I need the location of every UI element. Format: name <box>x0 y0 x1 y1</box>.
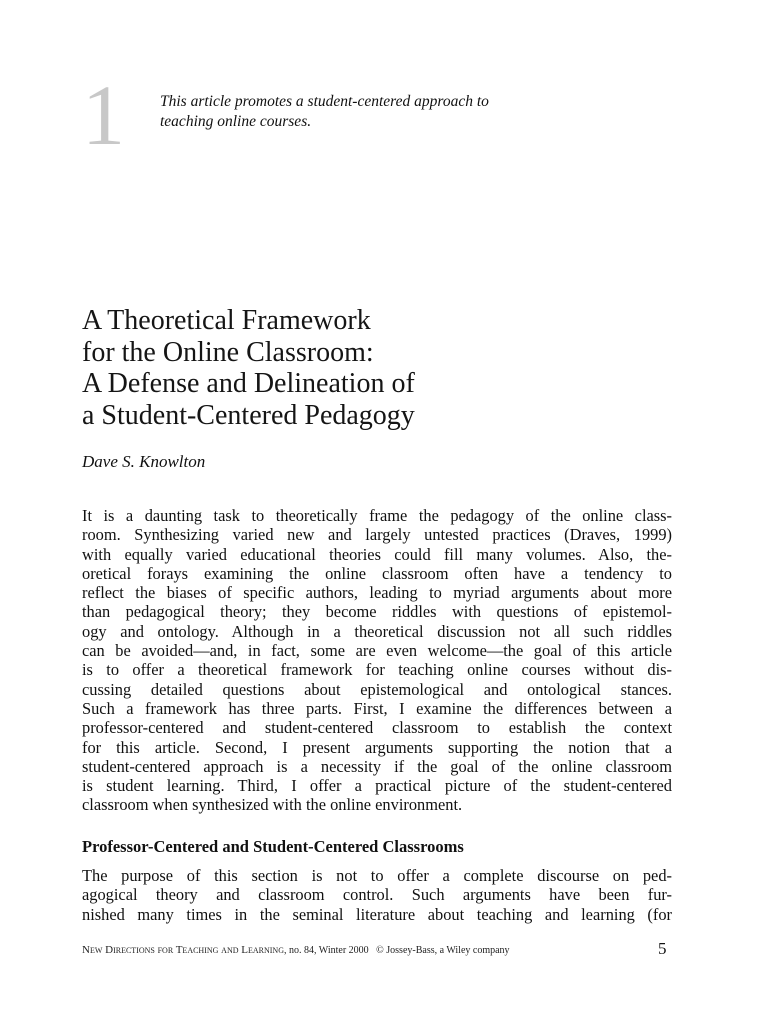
paragraph-line: than pedagogical theory; they become riddles with questions of epistemol- <box>82 602 672 622</box>
paragraph-line: is to offer a theoretical framework for teaching online courses without dis- <box>82 660 672 680</box>
paragraph-line: Such a framework has three parts. First, I examine the differences between a <box>82 698 672 718</box>
copyright-notice: © Jossey-Bass, a Wiley company <box>376 945 510 956</box>
paragraph-line: for this article. Second, I present arguments supporting the notion that a <box>82 737 672 757</box>
page-footer <box>82 943 672 958</box>
paragraph-line: professor-centered and student-centered classroom to establish the context <box>82 718 672 738</box>
abstract-line: This article promotes a student-centered approach to <box>160 93 489 110</box>
paragraph-line: agogical theory and classroom control. Such arguments have been fur- <box>82 885 672 905</box>
paragraph-line: ogy and ontology. Although in a theoretical discussion not all such riddles <box>82 621 672 641</box>
intro-paragraph <box>82 506 672 815</box>
section-heading: Professor-Centered and Student-Centered Classrooms <box>82 837 464 856</box>
title-line: for the Online Classroom: <box>82 336 374 368</box>
paragraph-line: with equally varied educational theories could fill many volumes. Also, the- <box>82 544 672 564</box>
title-line: A Defense and Delineation of <box>82 368 415 399</box>
paragraph-line: student-centered approach is a necessity if the goal of the online classroom <box>82 756 672 776</box>
page-number: 5 <box>658 939 667 958</box>
chapter-number: 1 <box>82 67 125 163</box>
title-line: A Theoretical Framework <box>82 305 371 336</box>
journal-name: New Directions for Teaching and Learning <box>82 944 284 956</box>
paragraph-line: The purpose of this section is not to offer a complete discourse on ped- <box>82 866 672 885</box>
paragraph-line: cussing detailed questions about epistemological and ontological stances. <box>82 679 672 699</box>
paragraph-line: classroom when synthesized with the online environment. <box>82 795 463 815</box>
paragraph-line: can be avoided—and, in fact, some are even welcome—the goal of this article <box>82 641 672 661</box>
paragraph-line: room. Synthesizing varied new and largely untested practices (Draves, 1999) <box>82 525 672 545</box>
journal-issue: , no. 84, Winter 2000 <box>283 945 369 956</box>
paragraph-line: reflect the biases of specific authors, leading to myriad arguments about more <box>82 583 672 603</box>
section-paragraph <box>82 866 672 924</box>
paragraph-line: It is a daunting task to theoretically frame the pedagogy of the online class- <box>82 506 672 525</box>
paragraph-line: nished many times in the seminal literature about teaching and learning (for <box>82 904 672 924</box>
title-line: a Student-Centered Pedagogy <box>82 399 415 431</box>
article-title <box>82 305 682 431</box>
author-name: Dave S. Knowlton <box>82 452 206 471</box>
paragraph-line: is student learning. Third, I offer a practical picture of the student-centered <box>82 776 672 796</box>
abstract-line: teaching online courses. <box>160 113 312 130</box>
paragraph-line: oretical forays examining the online classroom often have a tendency to <box>82 563 672 583</box>
chapter-abstract <box>160 92 590 132</box>
